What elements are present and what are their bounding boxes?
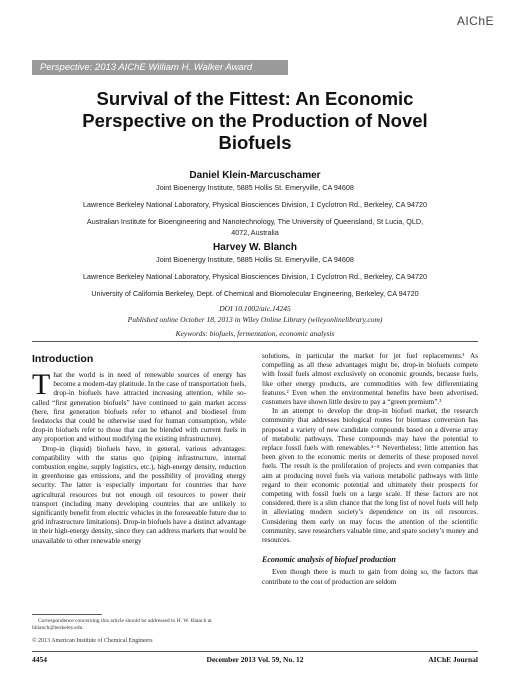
intro-body	[32, 368, 246, 546]
published-online: Published online October 18, 2013 in Wiley Online Library (wileyonlinelibrary.com)	[127, 315, 383, 324]
author-name-2: Harvey W. Blanch	[213, 242, 297, 253]
affiliation: Joint Bioenergy Institute, 5885 Hollis St. Emeryville, CA 94608	[156, 183, 354, 192]
paragraph: Even though there is much to gain from doing so, the factors that contribute to the cost of production are seldom	[262, 568, 478, 586]
right-column	[262, 352, 478, 587]
subsection-heading: Economic analysis of biofuel production	[262, 555, 396, 565]
journal-name: AIChE Journal	[428, 655, 478, 664]
affiliation: 4072, Australia	[231, 228, 279, 237]
left-column	[32, 353, 246, 546]
footer-rule	[32, 651, 478, 652]
title-line: Biofuels	[218, 132, 292, 153]
copyright-note: © 2013 American Institute of Chemical Engineers	[32, 638, 153, 644]
drop-cap: T	[32, 368, 51, 401]
divider	[32, 341, 478, 342]
footnote-rule	[32, 614, 102, 615]
affiliation: Lawrence Berkeley National Laboratory, Physical Biosciences Division, 1 Cyclotron Rd., Berkeley, CA 94720	[82, 200, 428, 209]
footnote	[32, 614, 246, 645]
award-banner: Perspective: 2013 AIChE William H. Walker Award	[32, 60, 288, 75]
title-line: Survival of the Fittest: An Economic	[96, 88, 414, 109]
section-heading-introduction: Introduction	[32, 353, 94, 365]
paragraph	[32, 368, 246, 445]
affiliation: Lawrence Berkeley National Laboratory, Physical Biosciences Division, 1 Cyclotron Rd., Berkeley, CA 94720	[82, 272, 428, 281]
author-name-1: Daniel Klein-Marcuschamer	[189, 170, 321, 181]
page-number: 4454	[32, 655, 47, 664]
author2-affiliations	[20, 254, 490, 299]
journal-logo: AIChE	[456, 14, 494, 28]
paragraph-text: hat the world is in need of renewable sources of energy has become a modern-day platitude. In the case of transportation fuels, drop-in biofuels have attracted increasing attention, while so-called “first generation biofuels” have continued to gain market access (here, first generation biofuels refer to ethanol and biodiesel from feedstocks that could be otherwise used for human consumption, while drop-in biofuels refer to those that can be blended with current fuels in any proportion and without modifying the existing infrastructure).	[32, 371, 246, 444]
keywords: Keywords: biofuels, fermentation, economic analysis	[175, 329, 335, 338]
article-title	[60, 88, 450, 154]
paragraph: solutions, in particular the market for jet fuel replacements.¹ As compelling as all these advantages might be, drop-in biofuels compete with fossil fuels almost exclusively on economic grounds, because fuels, like other energy products, are commodities with few differentiating features.² Even when the environmental benefits have been advertised, customers have shown little desire to pay a “green premium”.³	[262, 352, 478, 407]
doi: DOI 10.1002/aic.14245	[219, 304, 291, 313]
issue-info: December 2013 Vol. 59, No. 12	[206, 655, 304, 664]
article-metadata	[20, 303, 490, 339]
right-body	[262, 352, 478, 587]
paragraph: Drop-in (liquid) biofuels have, in general, various advantages: compatibility with the status quo (piping infrastructure, internal combustion engine, supply logistics, etc.), high-energy density, reduction in greenhouse gas emissions, and the possibility of providing energy security. The latter is especially important for countries that have agricultural resources but not enough oil resources to power their transport (including many developing countries that are unlikely to significantly benefit from electric vehicles in the foreseeable future due to grid infrastructure limitations). Drop-in biofuels have a distinct advantage in their high-energy density, since they can address markets that would be unavailable to other renewable energy	[32, 444, 246, 545]
correspondence-note: Correspondence concerning this article should be addressed to H. W. Blanch at hblanch@berkeley.edu.	[32, 618, 212, 631]
affiliation: University of California Berkeley, Dept. of Chemical and Biomolecular Engineering, Berkeley, CA 94720	[91, 289, 419, 298]
paragraph: In an attempt to develop the drop-in biofuel market, the research community that addresses biological routes for biomass conversion has proposed a variety of new candidate compounds based on a diverse array of metabolic pathways. These compounds may have the potential to replace fossil fuels with renewables.⁴⁻⁸ Nevertheless; little attention has been given to the economic merits or demerits of these proposed novel fuels. The result is the proliferation of projects and even companies that aim at producing novel fuels via various metabolic pathways with little regard to their economic potential and ultimately their prospects for competing with fossil fuels on a large scale. If these factors are not considered, there is a slim chance that the long list of novel fuels will help in alleviating modern society’s dependence on its oil resources. Considering them early on may focus the attention of the scientific community, save researchers valuable time, and spare society’s money and resources.	[262, 407, 478, 545]
title-line: Perspective on the Production of Novel	[82, 110, 428, 131]
affiliation: Joint Bioenergy Institute, 5885 Hollis St. Emeryville, CA 94608	[156, 255, 354, 264]
author1-affiliations	[20, 182, 490, 238]
affiliation: Australian Institute for Bioengineering and Nanotechnology, The University of Queensland, St Lucia, QLD,	[86, 217, 424, 226]
